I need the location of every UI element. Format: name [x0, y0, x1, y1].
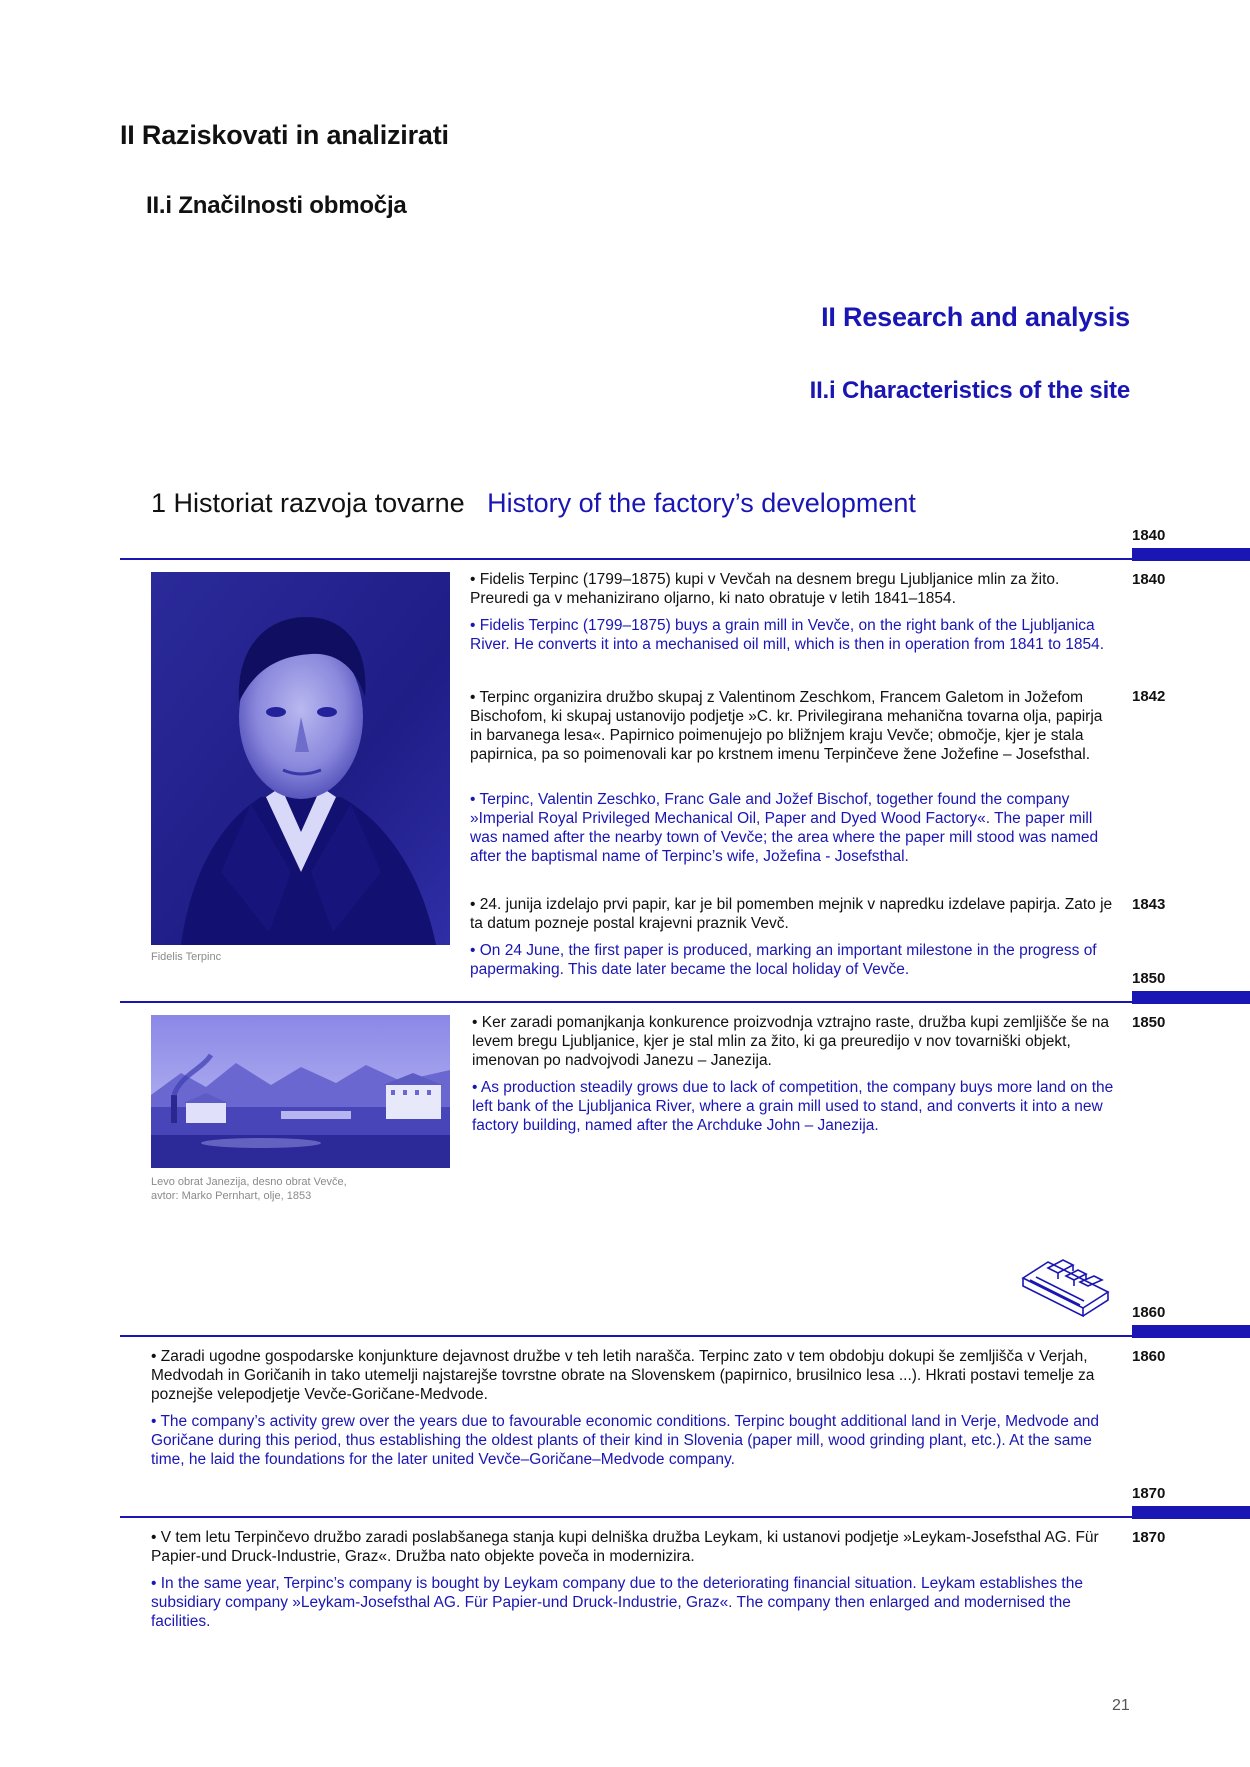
portrait-illustration: [151, 572, 450, 945]
section-title-en: History of the factory’s development: [487, 488, 916, 518]
entry-text-en: • Terpinc, Valentin Zeschko, Franc Gale and Jožef Bischof, together found the company »Imperial Royal Privileged Mechanical Oil, Paper and Dyed Wood Factory«. The paper mill was named after the nearby town of Vevče; the area where the paper mill stood was named after the baptismal name of Terpinc’s wife, Jožefina - Josefsthal.: [470, 791, 1099, 865]
entry-text-en: • On 24 June, the first paper is produced, marking an important milestone in the progress of papermaking. This date later became the local holiday of Vevče.: [470, 942, 1097, 978]
decade-rule-1860: [120, 1335, 1132, 1337]
portrait-image: [151, 572, 450, 945]
entry-year: 1850: [1132, 1014, 1166, 1031]
en-subtitle: II.i Characteristics of the site: [809, 377, 1130, 404]
entry-text-sl: • Terpinc organizira družbo skupaj z Valentinom Zeschkom, Francem Galetom in Jožefom Bischofom, ki skupaj ustanovijo podjetje »C. kr. Privilegirana mehanična tovarna olja, papirja in barvanega lesa«. Papirnico poimenujejo po bližnjem kraju Vevče; območje, kjer je stala papirnica, pa so poimenovali kar po krstnem imenu Terpinčeve žene Jožefine – Josefsthal.: [470, 689, 1103, 763]
painting-caption-line2: avtor: Marko Pernhart, olje, 1853: [151, 1190, 312, 1202]
sl-title: II Raziskovati in analizirati: [120, 120, 449, 150]
factory-model-icon: [1018, 1250, 1113, 1320]
painting-caption-line1: Levo obrat Janezija, desno obrat Vevče,: [151, 1176, 347, 1188]
entry-year: 1860: [1132, 1348, 1166, 1365]
entry-text-sl: • Fidelis Terpinc (1799–1875) kupi v Vevčah na desnem bregu Ljubljanice mlin za žito. Preuredi ga v mehanizirano oljarno, ki nato obratuje v letih 1841–1854.: [470, 571, 1060, 607]
decade-rule-1850: [120, 1001, 1132, 1003]
entry-text-en: • As production steadily grows due to lack of competition, the company buys more land on the left bank of the Ljubljanica River, where a grain mill used to stand, and converts it into a new factory building, named after the Archduke John – Janezija.: [472, 1079, 1114, 1134]
landscape-illustration: [151, 1015, 450, 1168]
section-title: [151, 488, 916, 519]
decade-tab-1870: 1870: [1132, 1485, 1250, 1519]
decade-tab-1850: 1850: [1132, 970, 1250, 1004]
entry-year: 1842: [1132, 688, 1166, 705]
entry-text-sl: • V tem letu Terpinčevo družbo zaradi poslabšanega stanja kupi delniška družba Leykam, ki ustanovi podjetje »Leykam-Josefsthal AG. Für Papier-und Druck-Industrie, Graz«. Družba nato objekte poveča in modernizira.: [151, 1529, 1099, 1565]
sl-subtitle: II.i Značilnosti območja: [146, 192, 407, 219]
portrait-caption: Fidelis Terpinc: [151, 951, 222, 963]
en-title: II Research and analysis: [821, 302, 1130, 332]
entry-year: 1840: [1132, 571, 1166, 588]
entry-year: 1843: [1132, 896, 1166, 913]
section-title-sl: 1 Historiat razvoja tovarne: [151, 488, 465, 518]
entry-text-sl: • Ker zaradi pomanjkanja konkurence proizvodnja vztrajno raste, družba kupi zemljišče še na levem bregu Ljubljanice, kjer je stal mlin za žito, ki ga preuredijo v nov tovarniški objekt, imenovan po nadvojvodi Janezu – Janezija.: [472, 1014, 1109, 1069]
decade-rule-1870: [120, 1516, 1132, 1518]
painting-image: [151, 1015, 450, 1168]
page-number: 21: [1112, 1697, 1130, 1714]
entry-text-sl: • Zaradi ugodne gospodarske konjunkture dejavnost družbe v teh letih narašča. Terpinc zato v tem obdobju dokupi še zemljišča v Verjah, Medvodah in Goričanih in tako utemelji najstarejše tovrstne obrate na Slovenskem (papirnico, brusilnico lesa ...). Hkrati postavi temelje za poznejše velepodjetje Vevče-Goričane-Medvode.: [151, 1348, 1095, 1403]
decade-tab-1840: 1840: [1132, 527, 1250, 561]
entry-year: 1870: [1132, 1529, 1166, 1546]
entry-text-en: • Fidelis Terpinc (1799–1875) buys a grain mill in Vevče, on the right bank of the Ljubljanica River. He converts it into a mechanised oil mill, which is then in operation from 1841 to 1854.: [470, 617, 1105, 653]
entry-text-sl: • 24. junija izdelajo prvi papir, kar je bil pomemben mejnik v napredku izdelave papirja. Zato je ta datum pozneje postal krajevni praznik Vevč.: [470, 896, 1113, 932]
decade-tab-1860: 1860: [1132, 1304, 1250, 1338]
entry-text-en: • The company’s activity grew over the years due to favourable economic conditions. Terpinc bought additional land in Verje, Medvode and Goričane during this period, thus establishing the oldest plants of their kind in Slovenia (paper mill, wood grinding plant, etc.). At the same time, he laid the foundations for the later united Vevče–Goričane–Medvode company.: [151, 1413, 1100, 1468]
entry-text-en: • In the same year, Terpinc’s company is bought by Leykam company due to the deteriorating financial situation. Leykam establishes the subsidiary company »Leykam-Josefsthal AG. Für Papier-und Druck-Industrie, Graz«. The company then enlarged and modernised the facilities.: [151, 1575, 1083, 1630]
decade-rule-1840: [120, 558, 1132, 560]
painting-caption: [151, 1175, 471, 1203]
